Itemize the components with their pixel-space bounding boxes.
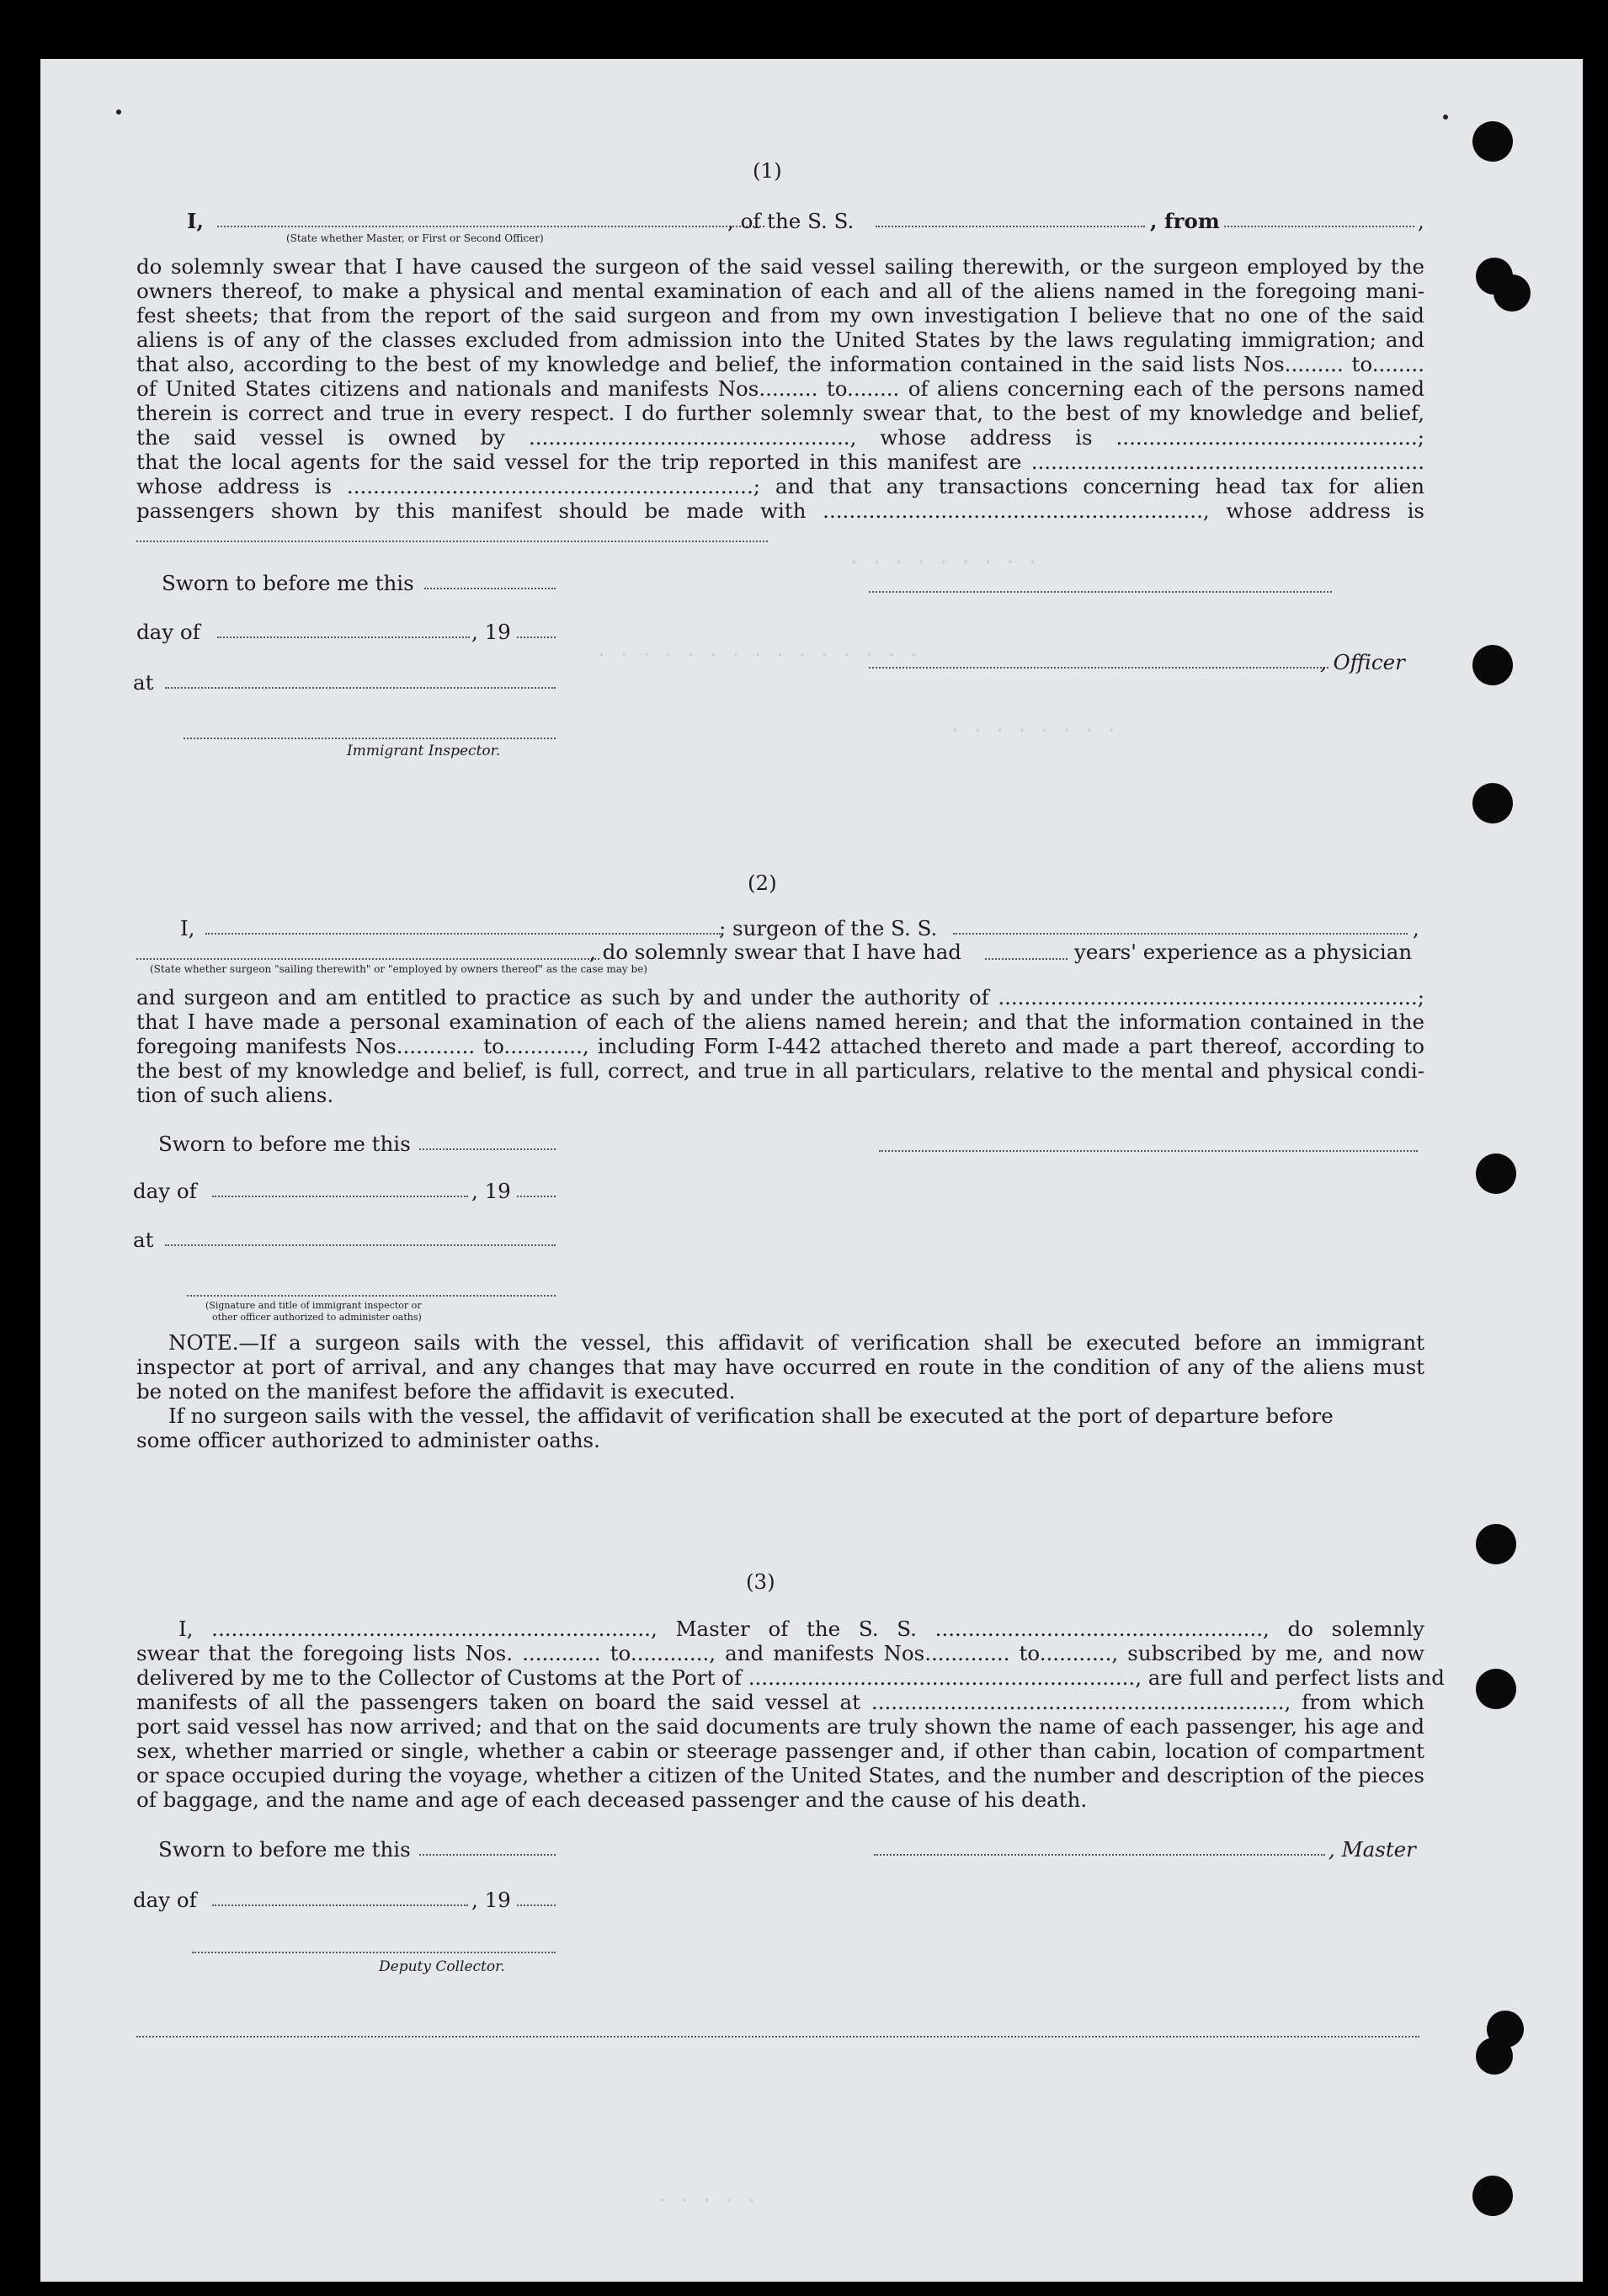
s3-year-label: , 19 xyxy=(471,1888,511,1912)
s2-body-line: and surgeon and am entitled to practice as such by and under the authority of ................................................................; xyxy=(136,985,1424,1009)
section-3-number: (3) xyxy=(746,1569,775,1594)
s1-body-line: passengers shown by this manifest should be made with .........................................................., whose address is xyxy=(136,498,1424,523)
s2-body-line: that I have made a personal examination of each of the aliens named herein; and that the information contained in the xyxy=(136,1009,1424,1034)
s2-surgeon-name-blank[interactable] xyxy=(205,933,721,935)
s2-note-line-5: some officer authorized to administer oaths. xyxy=(136,1428,600,1452)
s1-line1-from: , from xyxy=(1150,209,1220,233)
s3-collector-label: Deputy Collector. xyxy=(379,1958,505,1975)
punch-hole xyxy=(1472,783,1513,823)
s3-sworn-blank[interactable] xyxy=(419,1854,556,1856)
s1-officer-title-blank[interactable] xyxy=(217,226,764,227)
s2-note-line: inspector at port of arrival, and any changes that may have occurred en route in the condition of any of the aliens must xyxy=(136,1355,1424,1379)
s2-sig-note-2: other officer authorized to administer oaths) xyxy=(212,1312,422,1323)
punch-hole xyxy=(1472,2176,1513,2216)
s1-day-label: day of xyxy=(136,620,200,644)
s3-master-label: , Master xyxy=(1328,1837,1416,1862)
s3-sworn-label: Sworn to before me this xyxy=(158,1837,411,1862)
s3-day-blank[interactable] xyxy=(212,1904,468,1906)
s2-years-blank[interactable] xyxy=(985,958,1068,960)
s1-officer-label: , Officer xyxy=(1320,650,1405,674)
s2-signature-blank[interactable] xyxy=(879,1150,1418,1152)
s3-year-blank[interactable] xyxy=(517,1904,556,1906)
punch-hole xyxy=(1476,2038,1513,2075)
s2-at-label: at xyxy=(133,1228,154,1252)
s3-body-line: port said vessel has now arrived; and that on the said documents are truly shown the name of each passenger, his age and xyxy=(136,1714,1424,1739)
s2-year-label: , 19 xyxy=(471,1179,511,1203)
bleed-through-marks: . . . . . . . . . . . . . . . xyxy=(596,640,920,661)
manifest-page xyxy=(40,59,1583,2282)
s2-note-line: NOTE.—If a surgeon sails with the vessel, this affidavit of verification shall be executed before an immigrant xyxy=(168,1330,1424,1355)
s3-master-blank[interactable] xyxy=(874,1854,1325,1856)
s2-line1-i: I, xyxy=(180,916,195,940)
s2-line1-ship: ; surgeon of the S. S. xyxy=(719,916,938,940)
s2-year-blank[interactable] xyxy=(517,1196,556,1197)
s1-day-blank[interactable] xyxy=(217,637,470,638)
s2-ship-name-blank[interactable] xyxy=(953,933,1408,935)
punch-hole xyxy=(1494,274,1531,312)
s1-from-port-blank[interactable] xyxy=(1224,226,1414,227)
s1-inspector-blank[interactable] xyxy=(184,738,556,739)
s1-ship-name-blank[interactable] xyxy=(876,226,1145,227)
s1-signature-blank[interactable] xyxy=(869,591,1332,593)
s1-line1-ship: , of the S. S. xyxy=(727,209,855,233)
s3-body-line: manifests of all the passengers taken on board the said vessel at ..............................................................., from which xyxy=(136,1690,1424,1714)
s1-body-line: therein is correct and true in every respect. I do further solemnly swear that, to the best of my knowledge and belief, xyxy=(136,401,1424,425)
section-2-number: (2) xyxy=(748,871,777,895)
s2-sworn-blank[interactable] xyxy=(419,1148,556,1150)
s3-body-line: delivered by me to the Collector of Customs at the Port of ..........................................................., are full and perfect lists and xyxy=(136,1665,1445,1690)
punch-hole xyxy=(1476,1524,1516,1564)
ink-speck xyxy=(116,109,121,115)
s2-line2-years: years' experience as a physician xyxy=(1074,940,1413,964)
s3-body-last: of baggage, and the name and age of each deceased passenger and the cause of his death. xyxy=(136,1787,1088,1812)
punch-hole xyxy=(1476,1669,1516,1709)
s2-line2-swear: , do solemnly swear that I have had xyxy=(589,940,961,964)
s3-day-label: day of xyxy=(133,1888,197,1912)
s1-body-line: whose address is ..............................................................; and that any transactions concerning head tax for alien xyxy=(136,474,1424,498)
s1-body-line: fest sheets; that from the report of the said surgeon and from my own investigation I believe that no one of the said xyxy=(136,303,1424,328)
s1-year-blank[interactable] xyxy=(517,637,556,638)
s2-note-line-3: be noted on the manifest before the affidavit is executed. xyxy=(136,1379,736,1404)
s2-surgeon-note: (State whether surgeon "sailing therewith" or "employed by owners thereof" as the case may be) xyxy=(150,963,647,975)
s1-body-line: of United States citizens and nationals and manifests Nos......... to........ of aliens concerning each of the persons named xyxy=(136,376,1424,401)
s1-body-line: do solemnly swear that I have caused the surgeon of the said vessel sailing therewith, or the surgeon employed by the xyxy=(136,254,1424,279)
s3-body-line: swear that the foregoing lists Nos. ............ to............, and manifests Nos............. to..........., subscribed by me, and now xyxy=(136,1641,1424,1665)
s2-body-last: tion of such aliens. xyxy=(136,1083,334,1107)
bleed-through-marks: . . . . . xyxy=(657,2186,758,2207)
s2-sworn-label: Sworn to before me this xyxy=(158,1132,411,1156)
s1-body-line: owners thereof, to make a physical and mental examination of each and all of the aliens named in the foregoing mani- xyxy=(136,279,1424,303)
s3-body-line: sex, whether married or single, whether a cabin or steerage passenger and, if other than cabin, location of compartment xyxy=(136,1739,1424,1763)
section-1-number: (1) xyxy=(753,158,782,183)
s3-collector-blank[interactable] xyxy=(192,1952,556,1953)
s2-body-line: the best of my knowledge and belief, is full, correct, and true in all particulars, relative to the mental and physical condi- xyxy=(136,1058,1424,1083)
s1-year-label: , 19 xyxy=(471,620,511,644)
punch-hole xyxy=(1472,121,1513,162)
s1-at-blank[interactable] xyxy=(165,687,556,689)
s2-line1-end: , xyxy=(1413,916,1419,940)
s1-body-line: the said vessel is owned by ................................................., whose address is ..............................................; xyxy=(136,425,1424,450)
s2-day-blank[interactable] xyxy=(212,1196,468,1197)
s2-inspector-blank[interactable] xyxy=(187,1295,556,1297)
s2-note-line-4: If no surgeon sails with the vessel, the affidavit of verification shall be executed at the port of departure before xyxy=(168,1404,1334,1428)
bleed-through-marks: . . . . . . . . . xyxy=(849,547,1039,568)
s1-line1-i: I, xyxy=(187,209,204,233)
s1-body-line: that also, according to the best of my knowledge and belief, the information contained in the said lists Nos......... to........ xyxy=(136,352,1424,376)
s1-body-line: that the local agents for the said vessel for the trip reported in this manifest are ............................................................ xyxy=(136,450,1424,474)
s2-at-blank[interactable] xyxy=(165,1244,556,1246)
s1-body-line: aliens is of any of the classes excluded from admission into the United States by the laws regulating immigration; and xyxy=(136,328,1424,352)
s1-sworn-label: Sworn to before me this xyxy=(162,571,414,595)
s1-at-label: at xyxy=(133,670,154,695)
ink-speck xyxy=(1443,115,1448,120)
s2-capacity-blank[interactable] xyxy=(136,958,599,960)
s2-day-label: day of xyxy=(133,1179,197,1203)
s3-body-line: or space occupied during the voyage, whether a citizen of the United States, and the number and description of the pieces xyxy=(136,1763,1424,1787)
s1-officer-blank[interactable] xyxy=(869,667,1328,669)
s2-body-line: foregoing manifests Nos............ to............, including Form I-442 attached thereto and made a part thereof, according to xyxy=(136,1034,1424,1058)
punch-hole xyxy=(1476,1153,1516,1194)
s1-address-blank[interactable] xyxy=(136,541,768,542)
s3-body-line: I, ..................................................................., Master of the S. S. .................................................., do solemnly xyxy=(178,1617,1424,1641)
bottom-divider xyxy=(136,2036,1419,2038)
s1-officer-note: (State whether Master, or First or Second Officer) xyxy=(286,232,544,244)
bleed-through-marks: . . . . . . . . xyxy=(950,716,1117,737)
s1-inspector-label: Immigrant Inspector. xyxy=(347,743,501,759)
s1-sworn-blank[interactable] xyxy=(424,588,556,589)
punch-hole xyxy=(1472,645,1513,685)
s2-sig-note-1: (Signature and title of immigrant inspector or xyxy=(205,1300,422,1311)
s1-line1-end: , xyxy=(1418,209,1424,233)
